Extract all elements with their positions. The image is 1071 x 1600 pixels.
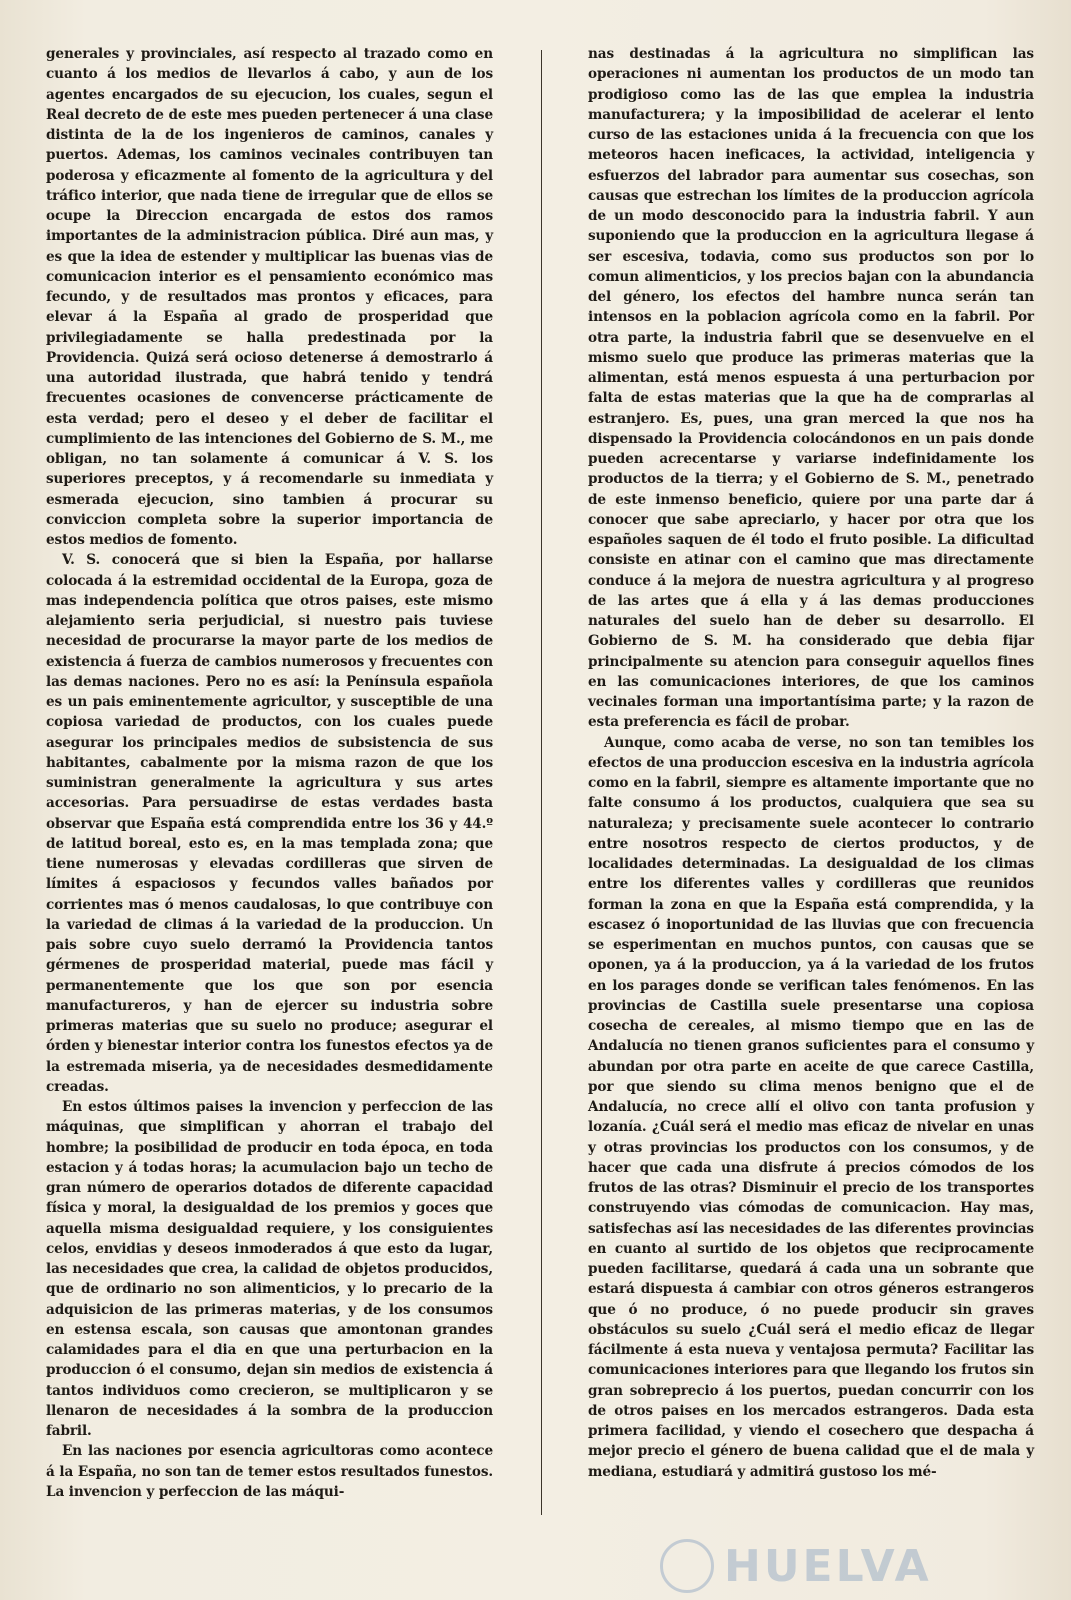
watermark-text: HUELVA <box>724 1540 932 1592</box>
left-text-column <box>46 44 493 1502</box>
paragraph: V. S. conocerá que si bien la España, por hallarse colocada á la estremidad occidental de la Europa, goza de mas independencia política que otros paises, este mismo alejamiento seria perjudicial, si nuestro pais tuviese necesidad de procurarse la mayor parte de los medios de existencia á fuerza de cambios numerosos y frecuentes con las demas naciones. Pero no es así: la Península española es un pais eminentemente agricultor, y susceptible de una copiosa variedad de productos, con los cuales puede asegurar los principales medios de subsistencia de sus habitantes, cabalmente por la misma razon de que los suministran generalmente la agricultura y sus artes accesorias. Para persuadirse de estas verdades basta observar que España está comprendida entre los 36 y 44.º de latitud boreal, esto es, en la mas templada zona; que tiene numerosas y elevadas cordilleras que sirven de límites á espaciosos y fecundos valles bañados por corrientes mas ó menos caudalosas, lo que contribuye con la variedad de climas á la variedad de la produccion. Un pais sobre cuyo suelo derramó la Providencia tantos gérmenes de prosperidad material, puede mas fácil y permanentemente que los que son por esencia manufactureros, y han de ejercer su industria sobre primeras materias que su suelo no produce; asegurar el órden y bienestar interior contra los funestos efectos ya de la estremada miseria, ya de necesidades desmedidamente creadas. <box>46 552 493 1095</box>
paragraph: En estos últimos paises la invencion y perfeccion de las máquinas, que simplifican y ahorran el trabajo del hombre; la posibilidad de producir en toda época, en toda estacion y á todas horas; la acumulacion bajo un techo de gran número de operarios dotados de diferente capacidad física y moral, la desigualdad de los premios y goces que aquella misma desigualdad requiere, y los consiguientes celos, envidias y deseos inmoderados á que esto da lugar, las necesidades que crea, la calidad de objetos producidos, que de ordinario no son alimenticios, y lo precario de la adquisicion de las primeras materias, y de los consumos en estensa escala, son causas que amontonan grandes calamidades para el dia en que una perturbacion en la produccion ó el consumo, dejan sin medios de existencia á tantos individuos como crecieron, se multiplicaron y se llenaron de necesidades á la sombra de la produccion fabril. <box>46 1099 493 1439</box>
seal-icon <box>660 1539 714 1593</box>
paragraph: Aunque, como acaba de verse, no son tan temibles los efectos de una produccion escesiva en la industria agrícola como en la fabril, siempre es altamente importante que no falte consumo á los productos, cualquiera que sea su naturaleza; y precisamente suele acontecer lo contrario entre nosotros respecto de ciertos productos, y de localidades determinadas. La desigualdad de los climas entre los diferentes valles y cordilleras que reunidos forman la zona en que la España está comprendida, y la escasez ó inoportunidad de las lluvias que con frecuencia se esperimentan en muchos puntos, con causas que se oponen, ya á la produccion, ya á la variedad de los frutos en los parages donde se verifican tales fenómenos. En las provincias de Castilla suele presentarse una copiosa cosecha de cereales, al mismo tiempo que en las de Andalucía no tienen granos suficientes para el consumo y abundan por otra parte en aceite de que carece Castilla, por que siendo su clima menos benigno que el de Andalucía, no crece allí el olivo con tanta profusion y lozanía. ¿Cuál será el medio mas eficaz de nivelar en unas y otras provincias los productos con los consumos, y de hacer que cada una disfrute á precios cómodos de los frutos de las otras? Disminuir el precio de los transportes construyendo vias cómodas de comunicacion. Hay mas, satisfechas así las necesidades de las diferentes provincias en cuanto al surtido de los objetos que reciprocamente pueden facilitarse, quedará á cada una un sobrante que estará dispuesta á cambiar con otros géneros estrangeros que ó no produce, ó no puede producir sin graves obstáculos su suelo ¿Cuál será el medio eficaz de llegar fácilmente á esta nueva y ventajosa permuta? Facilitar las comunicaciones interiores para que llegando los frutos sin gran sobreprecio á los puertos, puedan concurrir con los de otros paises en los mercados estrangeros. Dada esta primera facilidad, y viendo el cosechero que despacha á mejor precio el género de buena calidad que el de mala y mediana, estudiará y admitirá gustoso los mé- <box>588 734 1034 1480</box>
paragraph: nas destinadas á la agricultura no simplifican las operaciones ni aumentan los productos de un modo tan prodigioso como las de las que emplea la industria manufacturera; y la imposibilidad de acelerar el lento curso de las estaciones unida á la frecuencia con que los meteoros hacen ineficaces, la actividad, inteligencia y esfuerzos del labrador para aumentar sus cosechas, son causas que estrechan los límites de la produccion agrícola de un modo desconocido para la industria fabril. Y aun suponiendo que la produccion en la agricultura llegase á ser escesiva, todavia, como sus productos son por lo comun alimenticios, y los precios bajan con la abundancia del género, los efectos del hambre nunca serán tan intensos en la poblacion agrícola como en la fabril. Por otra parte, la industria fabril que se desenvuelve en el mismo suelo que produce las primeras materias que la alimentan, está menos espuesta á una perturbacion por falta de estas materias que la que ha de comprarlas al estranjero. Es, pues, una gran merced la que nos ha dispensado la Providencia colocándonos en un pais donde pueden acrecentarse y variarse indefinidamente los productos de la tierra; y el Gobierno de S. M., penetrado de este inmenso beneficio, quiere por una parte dar á conocer que sabe apreciarlo, y hacer por otra que los españoles saquen de él todo el fruto posible. La dificultad consiste en atinar con el camino que mas directamente conduce á la mejora de nuestra agricultura y al progreso de las artes que á ella y á las demas producciones naturales del suelo han de deber su desarrollo. El Gobierno de S. M. ha considerado que debia fijar principalmente su atencion para conseguir aquellos fines en las comunicaciones interiores, de que los caminos vecinales forman una importantísima parte; y la razon de esta preferencia es fácil de probar. <box>588 46 1034 731</box>
right-text-column <box>588 44 1034 1482</box>
paragraph: En las naciones por esencia agricultoras como acontece á la España, no son tan de temer estos resultados funestos. La invencion y perfeccion de las máqui- <box>46 1443 493 1500</box>
paragraph: generales y provinciales, así respecto al trazado como en cuanto á los medios de llevarlos á cabo, y aun de los agentes encargados de su ejecucion, los cuales, segun el Real decreto de de este mes pueden pertenecer á una clase distinta de la de los ingenieros de caminos, canales y puertos. Ademas, los caminos vecinales contribuyen tan poderosa y eficazmente al fomento de la agricultura y del tráfico interior, que nada tiene de irregular que de ellos se ocupe la Direccion encargada de estos dos ramos importantes de la administracion pública. Diré aun mas, y es que la idea de estender y multiplicar las buenas vias de comunicacion interior es el pensamiento económico mas fecundo, y de resultados mas prontos y eficaces, para elevar á la España al grado de prosperidad que privilegiadamente se halla predestinada por la Providencia. Quizá será ocioso detenerse á demostrarlo á una autoridad ilustrada, que habrá tenido y tendrá frecuentes ocasiones de convencerse prácticamente de esta verdad; pero el deseo y el deber de facilitar el cumplimiento de las intenciones del Gobierno de S. M., me obligan, no tan solamente á comunicar á V. S. los superiores preceptos, y á recomendarle su inmediata y esmerada ejecucion, sino tambien á procurar su conviccion completa sobre la superior importancia de estos medios de fomento. <box>46 46 493 548</box>
archive-watermark <box>660 1538 990 1594</box>
column-divider <box>541 50 542 1515</box>
